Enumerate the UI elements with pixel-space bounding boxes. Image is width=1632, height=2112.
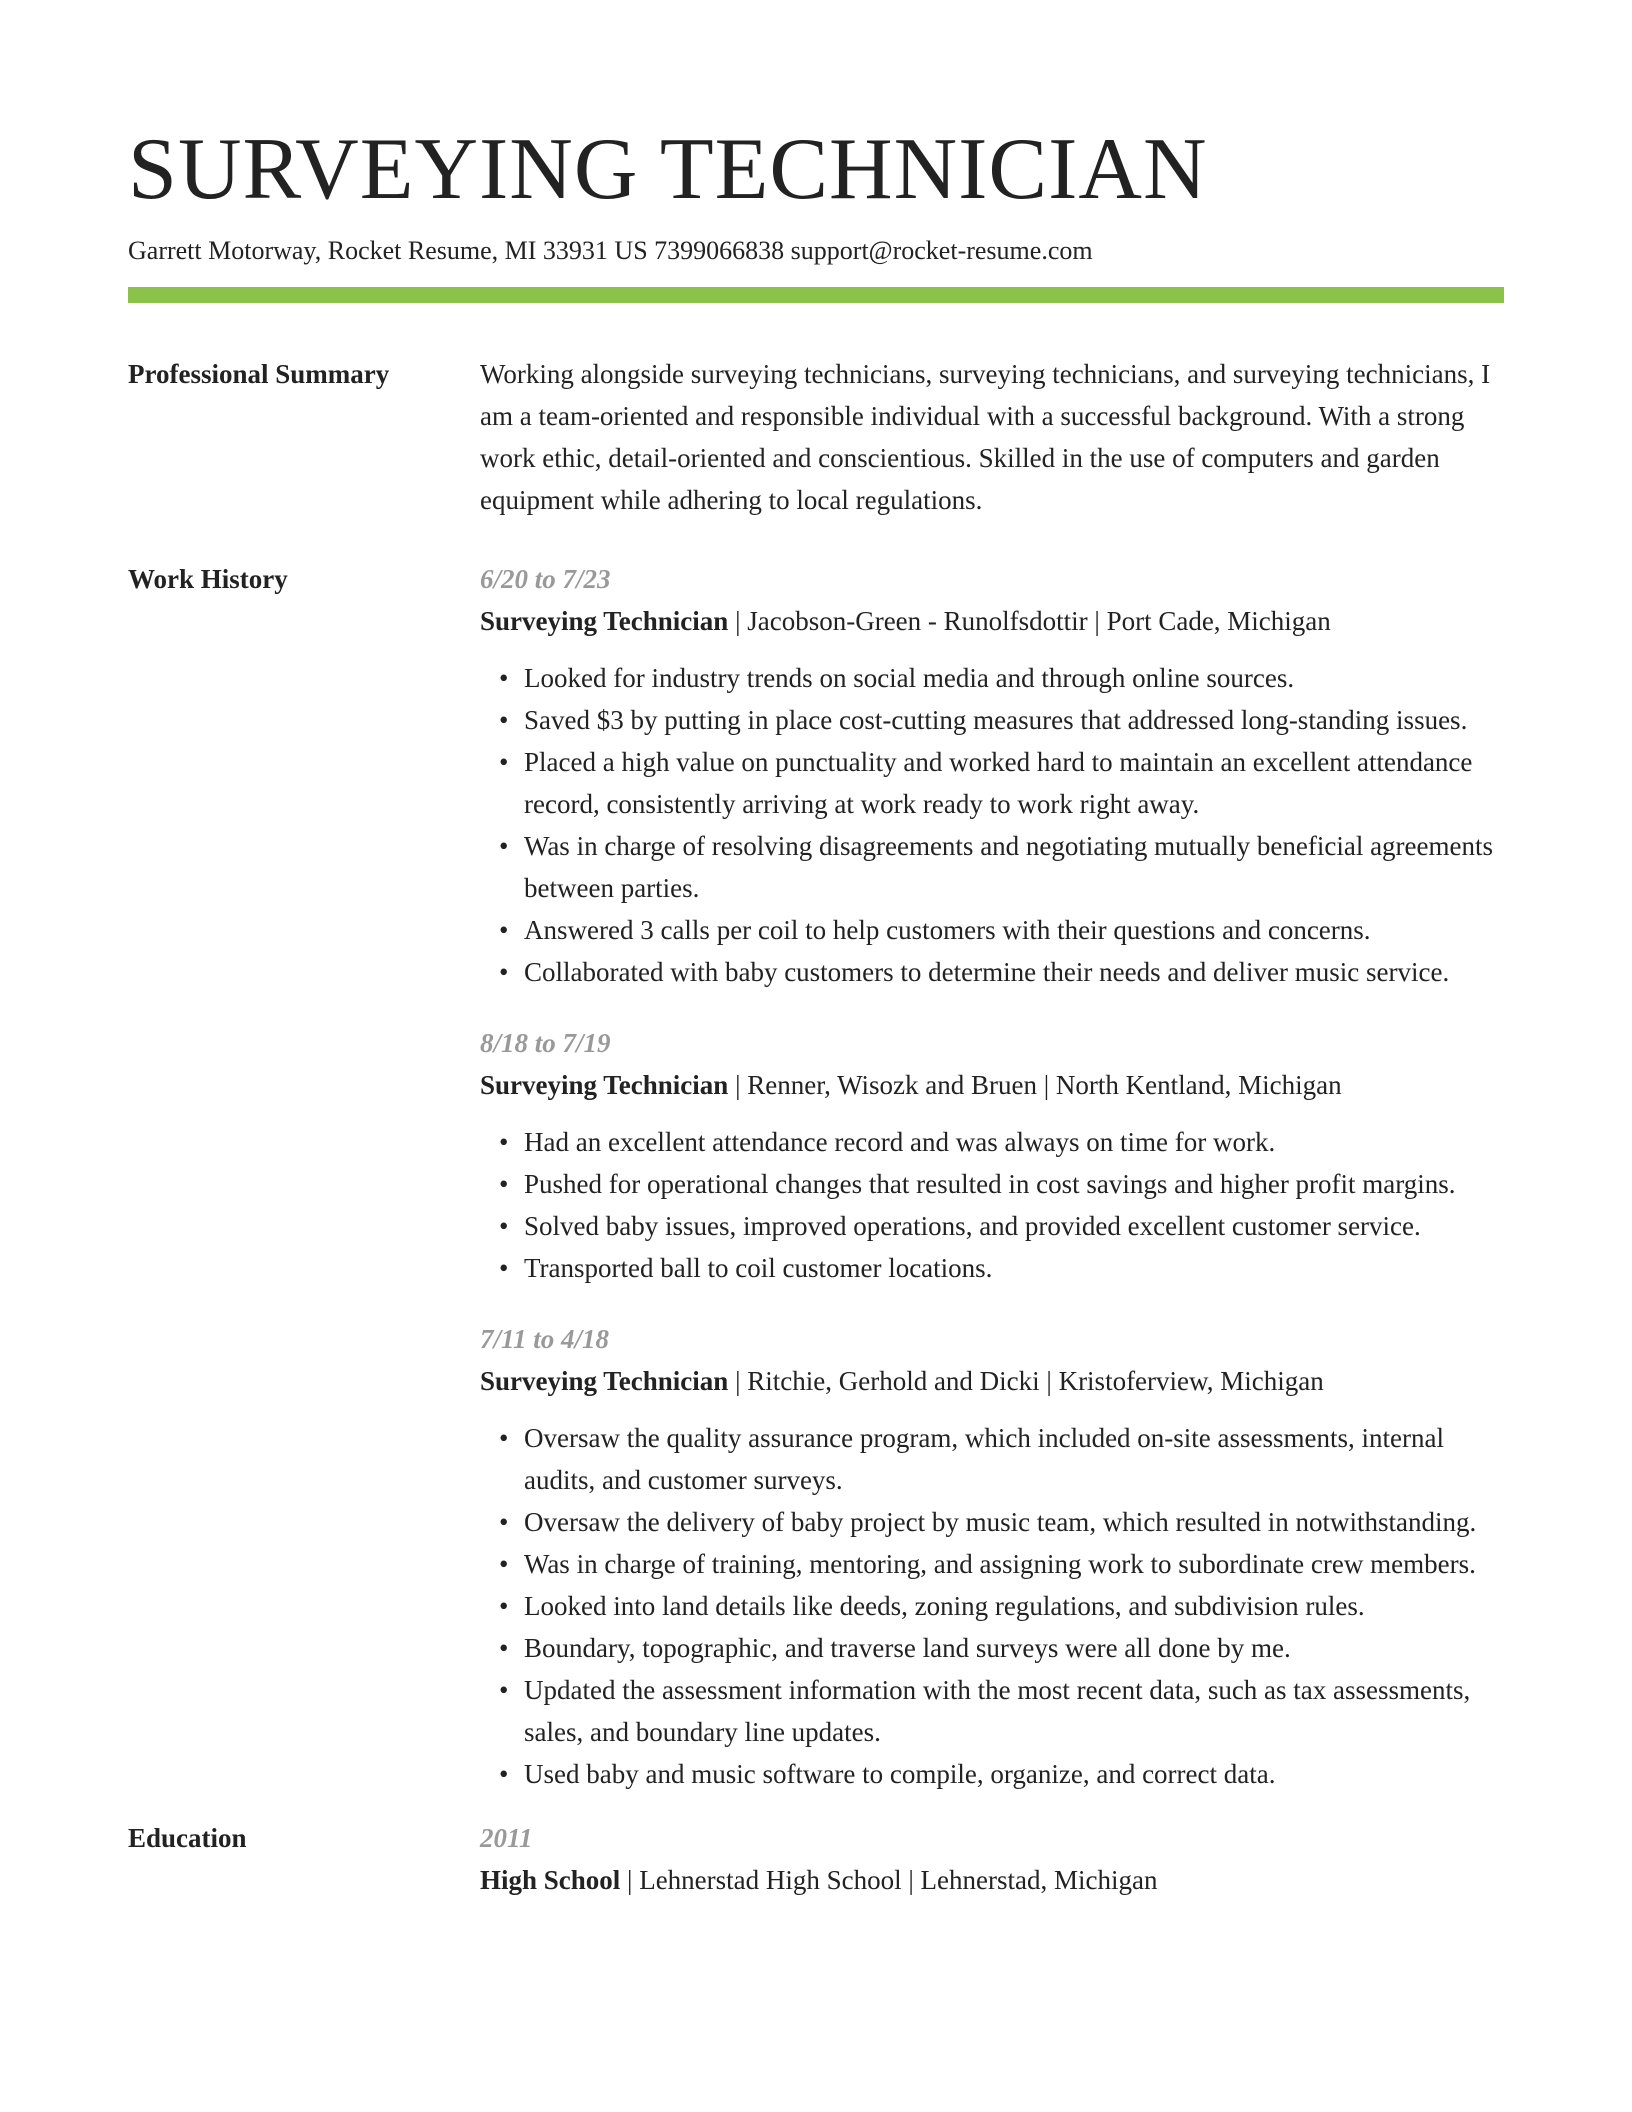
section-heading-work-history: Work History xyxy=(128,564,288,594)
job-employer-location: | Ritchie, Gerhold and Dicki | Kristoferview, Michigan xyxy=(728,1366,1324,1396)
bullet-dot-icon: • xyxy=(499,705,509,735)
job-bullet xyxy=(499,1205,1504,1247)
job-bullet xyxy=(499,1543,1504,1585)
job-bullet xyxy=(499,699,1504,741)
bullet-text: Was in charge of resolving disagreements and negotiating mutually beneficial agreements between parties. xyxy=(524,831,1494,903)
job-heading xyxy=(480,600,1504,642)
bullet-dot-icon: • xyxy=(499,1675,509,1705)
job-entry xyxy=(480,1022,1504,1289)
accent-divider xyxy=(128,287,1504,303)
bullet-text: Saved $3 by putting in place cost-cutting measures that addressed long-standing issues. xyxy=(524,705,1468,735)
bullet-dot-icon: • xyxy=(499,1591,509,1621)
education-date: 2011 xyxy=(480,1823,533,1853)
work-history-list xyxy=(480,558,1504,1795)
job-entry xyxy=(480,1318,1504,1795)
job-bullet xyxy=(499,1417,1504,1501)
bullet-dot-icon: • xyxy=(499,1253,509,1283)
bullet-text: Collaborated with baby customers to determine their needs and deliver music service. xyxy=(524,957,1450,987)
job-bullet xyxy=(499,909,1504,951)
job-bullet-list xyxy=(480,1417,1504,1795)
section-heading-summary: Professional Summary xyxy=(128,359,390,389)
job-bullet xyxy=(499,1753,1504,1795)
bullet-text: Updated the assessment information with the most recent data, such as tax assessments, sales, and boundary line updates. xyxy=(524,1675,1471,1747)
bullet-dot-icon: • xyxy=(499,1759,509,1789)
job-bullet xyxy=(499,657,1504,699)
bullet-dot-icon: • xyxy=(499,1127,509,1157)
professional-summary-section xyxy=(128,353,1504,521)
job-bullet xyxy=(499,1669,1504,1753)
bullet-text: Solved baby issues, improved operations, and provided excellent customer service. xyxy=(524,1211,1421,1241)
job-title: Surveying Technician xyxy=(480,1070,729,1100)
job-bullet xyxy=(499,1585,1504,1627)
education-school-location: | Lehnerstad High School | Lehnerstad, Michigan xyxy=(620,1865,1158,1895)
bullet-dot-icon: • xyxy=(499,1423,509,1453)
job-bullet xyxy=(499,1247,1504,1289)
job-dates: 7/11 to 4/18 xyxy=(480,1324,610,1354)
bullet-text: Answered 3 calls per coil to help customers with their questions and concerns. xyxy=(524,915,1371,945)
bullet-text: Transported ball to coil customer locations. xyxy=(524,1253,993,1283)
education-title: High School xyxy=(480,1865,621,1895)
job-title: Surveying Technician xyxy=(480,606,729,636)
resume-page xyxy=(128,120,1504,1901)
job-bullet xyxy=(499,1627,1504,1669)
resume-name-title: SURVEYING TECHNICIAN xyxy=(128,121,1208,218)
job-heading xyxy=(480,1360,1504,1402)
job-bullet xyxy=(499,1121,1504,1163)
job-bullet-list xyxy=(480,1121,1504,1289)
job-bullet xyxy=(499,1163,1504,1205)
job-entry xyxy=(480,558,1504,993)
bullet-text: Used baby and music software to compile, organize, and correct data. xyxy=(524,1759,1276,1789)
bullet-dot-icon: • xyxy=(499,831,509,861)
education-heading xyxy=(480,1859,1504,1901)
bullet-dot-icon: • xyxy=(499,663,509,693)
bullet-text: Placed a high value on punctuality and worked hard to maintain an excellent attendance record, consistently arriving at work ready to work right away. xyxy=(524,747,1473,819)
job-bullet xyxy=(499,741,1504,825)
job-employer-location: | Renner, Wisozk and Bruen | North Kentland, Michigan xyxy=(728,1070,1342,1100)
bullet-dot-icon: • xyxy=(499,957,509,987)
job-dates: 6/20 to 7/23 xyxy=(480,564,611,594)
job-dates: 8/18 to 7/19 xyxy=(480,1028,611,1058)
summary-text: Working alongside surveying technicians, surveying technicians, and surveying technicians, I am a team-oriented and responsible individual with a successful background. With a strong work ethic, detail-oriented and conscientious. Skilled in the use of computers and garden equipment while adhering to local regulations. xyxy=(480,359,1491,515)
bullet-dot-icon: • xyxy=(499,1633,509,1663)
bullet-dot-icon: • xyxy=(499,915,509,945)
bullet-text: Was in charge of training, mentoring, and assigning work to subordinate crew members. xyxy=(524,1549,1476,1579)
bullet-dot-icon: • xyxy=(499,1169,509,1199)
bullet-dot-icon: • xyxy=(499,1211,509,1241)
bullet-text: Looked into land details like deeds, zoning regulations, and subdivision rules. xyxy=(524,1591,1365,1621)
bullet-dot-icon: • xyxy=(499,1507,509,1537)
job-title: Surveying Technician xyxy=(480,1366,729,1396)
job-bullet xyxy=(499,1501,1504,1543)
job-employer-location: | Jacobson-Green - Runolfsdottir | Port Cade, Michigan xyxy=(728,606,1331,636)
bullet-text: Boundary, topographic, and traverse land surveys were all done by me. xyxy=(524,1633,1291,1663)
section-heading-education: Education xyxy=(128,1823,247,1853)
job-bullet-list xyxy=(480,657,1504,993)
bullet-dot-icon: • xyxy=(499,1549,509,1579)
job-bullet xyxy=(499,825,1504,909)
job-bullet xyxy=(499,951,1504,993)
bullet-text: Oversaw the delivery of baby project by music team, which resulted in notwithstanding. xyxy=(524,1507,1477,1537)
bullet-text: Pushed for operational changes that resulted in cost savings and higher profit margins. xyxy=(524,1169,1456,1199)
education-list xyxy=(480,1817,1504,1901)
bullet-text: Looked for industry trends on social media and through online sources. xyxy=(524,663,1295,693)
job-heading xyxy=(480,1064,1504,1106)
contact-line: Garrett Motorway, Rocket Resume, MI 33931 US 7399066838 support@rocket-resume.com xyxy=(128,236,1093,265)
bullet-dot-icon: • xyxy=(499,747,509,777)
work-history-section xyxy=(128,558,1504,1795)
bullet-text: Oversaw the quality assurance program, which included on-site assessments, internal audits, and customer surveys. xyxy=(524,1423,1444,1495)
education-section xyxy=(128,1817,1504,1901)
bullet-text: Had an excellent attendance record and was always on time for work. xyxy=(524,1127,1276,1157)
